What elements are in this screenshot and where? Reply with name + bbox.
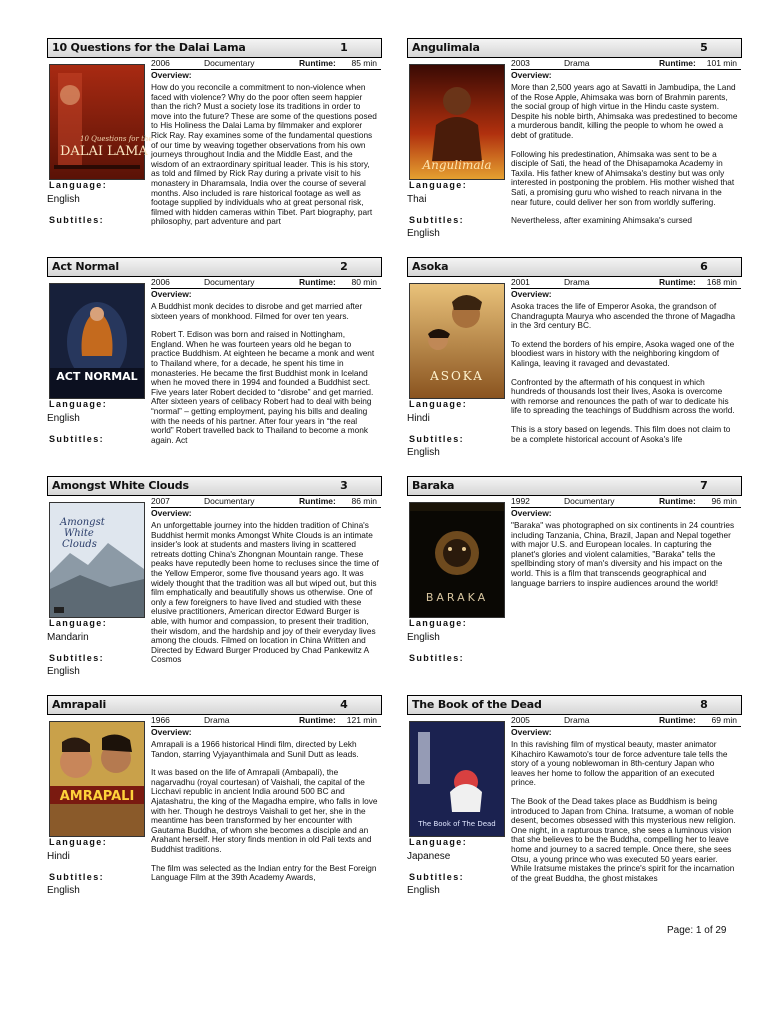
film-number: 3 [340, 479, 348, 492]
runtime-value: 85 min [351, 58, 377, 68]
svg-text:Angulimala: Angulimala [422, 158, 492, 172]
subtitles-label: Subtitles: [49, 872, 105, 882]
language-label: Language: [409, 837, 468, 847]
overview-paragraph: Amrapali is a 1966 historical Hindi film, directed by Lekh Tandon, starring Vyjayanthimala and Sunil Dutt as leads. [151, 739, 359, 759]
film-title[interactable]: Amrapali [52, 698, 107, 711]
overview-paragraph: "Baraka" was photographed on six continents in 24 countries including Tanzania, China, Brazil, Japan and Nepal together with major U.S. and European locales. In capturing the planet's glories and violent calamities, "Baraka" tells the spellbinding story of man's diversity and his impact on the world. This is a film that transcends geographical and language barriers to inspire audiences around the world! [511, 520, 735, 588]
language-value: English [47, 194, 80, 205]
subtitles-label: Subtitles: [49, 215, 105, 225]
language-label: Language: [49, 399, 108, 409]
overview-paragraph: How do you reconcile a commitment to non-violence when faced with violence? Why do the poor often seem happier than the rich? Must a society lose its traditions in order to move into the future? These are some of the questions posed to His Holiness the Dalai Lama by filmmaker and explorer Rick Ray. Ray examines some of the fundamental questions of our time by weaving together observations from his own journeys throughout India and the Middle East, and the wisdom of an extraordinary spiritual leader. This is his story, as told and filmed by Rick Ray during a private visit to his monastery in Dharamsala, India over the course of several months. Also included is rare historical footage as well as footage supplied by individuals who at great personal risk, filmed with hidden cameras within Tibet. Part biography, part philosophy, part adventure and part [151, 82, 377, 227]
film-year: 2005 [511, 715, 530, 725]
film-poster [409, 64, 505, 180]
subtitles-value: English [47, 666, 80, 677]
runtime-label: Runtime: [299, 715, 336, 725]
film-number: 6 [700, 260, 708, 273]
film-year: 2006 [151, 277, 170, 287]
film-card-5 [407, 38, 742, 240]
overview-text [151, 521, 379, 677]
film-genre: Documentary [564, 496, 615, 506]
overview-text [511, 302, 739, 458]
card-header [407, 695, 742, 715]
film-title[interactable]: Asoka [412, 260, 449, 273]
subtitles-label: Subtitles: [409, 872, 465, 882]
film-genre: Documentary [204, 277, 255, 287]
runtime-value: 168 min [706, 277, 737, 287]
language-value: Thai [407, 194, 427, 205]
overview-paragraph: The film was selected as the Indian entry for the Best Foreign Language Film at the 39th Academy Awards, [151, 862, 377, 883]
film-genre: Drama [564, 277, 590, 287]
subtitles-label: Subtitles: [409, 434, 465, 444]
runtime-value: 80 min [351, 277, 377, 287]
film-card-6 [407, 257, 742, 459]
overview-paragraph: Following his predestination, Ahimsaka was sent to be a disciple of Sati, the head of the Dhisapamoka Academy in Taxila. His father knew of Ahimsaka's destiny but was only interested in postponing the problem. His mother wished that Sati, a promising guru who wished to reach nirvana in the near future, could deliver her son from worldly suffering. [511, 148, 735, 207]
runtime-value: 96 min [711, 496, 737, 506]
runtime-value: 121 min [346, 715, 377, 725]
overview-paragraph: An unforgettable journey into the hidden tradition of China's Buddhist hermit monks Amongst White Clouds is an intimate insider's look at students and masters living in scattered retreats dotting China's Zhongnan Mountain range. These peaks have reputedly been home to recluses since the time of the Yellow Emperor, some five thousand years ago. It was widely thought that the tradition was all but wiped out, but this film emphatically and beautifully shows us otherwise. One of only a few foreigners to have lived and studied with these elusive practitioners, American director Edward Burger is able, with humor and compassion, to present their tradition, their wisdom, and the hardship and joy of their everyday lives among the clouds. Filmed on location in China Written and Directed by Edward Burger Produced by Chad Pankewitz A Cosmos [151, 520, 379, 665]
film-card-3 [47, 476, 382, 678]
overview-paragraph: The Book of the Dead takes place as Buddhism is being introduced to Japan from China. Iratsume, a woman of noble desent, becomes obsessed with this mysterious new religion. One night, in a rapturous trance, she sees a luminous vision that she believes to be the Buddha, compelling her to leave home and journey to a sacred temple. Once there, she sees Otsu, a young prince who was executed 50 years earier. While Iratsume mistakes the prince's spirit for the incarnation of the great Buddha, the ghost mistakes [511, 795, 736, 883]
overview-text [511, 740, 739, 896]
svg-text:White: White [64, 528, 94, 539]
film-number: 7 [700, 479, 708, 492]
film-year: 2006 [151, 58, 170, 68]
film-meta [151, 276, 381, 289]
film-poster [409, 283, 505, 399]
language-label: Language: [49, 618, 108, 628]
film-card-1 [47, 38, 382, 240]
film-title[interactable]: Angulimala [412, 41, 480, 54]
subtitles-label: Subtitles: [409, 215, 465, 225]
language-value: Japanese [407, 851, 451, 862]
film-poster [409, 721, 505, 837]
language-value: English [47, 413, 80, 424]
page-number: Page: 1 of 29 [667, 925, 727, 936]
runtime-label: Runtime: [659, 496, 696, 506]
language-label: Language: [49, 837, 108, 847]
overview-text [151, 302, 379, 458]
subtitles-value: English [407, 447, 440, 458]
svg-text:BARAKA: BARAKA [425, 591, 489, 604]
runtime-value: 101 min [706, 58, 737, 68]
card-header [407, 476, 742, 496]
overview-paragraph: Robert T. Edison was born and raised in Nottingham, England. When he was fourteen years old he began to practice Buddhism. At eighteen he became a monk and went to Thailand where, for a decade, he spent his time in monasteries. He became the first Buddhist monk in Iceland when he moved there in 1994 and founded a Buddhist sect. Five years later Robert decided to “disrobe” and get married. After sixteen years of celibacy Robert had to deal with being “normal” – getting employment, paying his bills and dealing with the needs of his partner. After four years in “the real world” Robert travelled back to Thailand to become a monk again. Act [151, 329, 375, 445]
overview-paragraph: Nevertheless, after examining Ahimsaka's cursed [511, 215, 692, 226]
svg-text:Amongst: Amongst [60, 517, 105, 528]
subtitles-label: Subtitles: [409, 653, 465, 663]
runtime-label: Runtime: [299, 496, 336, 506]
film-poster [409, 502, 505, 618]
film-year: 1992 [511, 496, 530, 506]
overview-paragraph: Asoka traces the life of Emperor Asoka, the grandson of Chandragupta Maurya who ascended the throne of Magadha in the 3rd century BC. [511, 301, 736, 331]
svg-text:Clouds: Clouds [62, 539, 97, 550]
film-number: 8 [700, 698, 708, 711]
film-card-7 [407, 476, 742, 678]
overview-text [151, 83, 379, 239]
film-meta [151, 495, 381, 508]
overview-label: Overview: [511, 508, 552, 518]
subtitles-value: English [407, 885, 440, 896]
film-meta [511, 276, 741, 289]
overview-label: Overview: [151, 508, 192, 518]
card-header [47, 695, 382, 715]
overview-label: Overview: [151, 289, 192, 299]
overview-text [151, 740, 379, 896]
svg-text:The Book of The Dead: The Book of The Dead [418, 820, 496, 828]
film-genre: Drama [204, 715, 230, 725]
film-year: 2001 [511, 277, 530, 287]
card-header [47, 257, 382, 277]
runtime-label: Runtime: [659, 277, 696, 287]
card-header [47, 38, 382, 58]
runtime-value: 86 min [351, 496, 377, 506]
film-genre: Drama [564, 58, 590, 68]
overview-paragraph: A Buddhist monk decides to disrobe and get married after sixteen years of monkhood. Filmed for over ten years. [151, 301, 363, 321]
runtime-label: Runtime: [299, 277, 336, 287]
film-number: 1 [340, 41, 348, 54]
film-number: 4 [340, 698, 348, 711]
overview-paragraph: This is a story based on legends. This film does not claim to be a complete historical account of Asoka's life [511, 423, 731, 444]
overview-label: Overview: [511, 70, 552, 80]
card-header [407, 38, 742, 58]
overview-label: Overview: [151, 727, 192, 737]
language-label: Language: [409, 399, 468, 409]
film-title[interactable]: The Book of the Dead [412, 698, 542, 711]
film-card-4 [47, 695, 382, 897]
overview-paragraph: Confronted by the aftermath of his conquest in which hundreds of thousands lost their lives, Asoka is overcome with remorse and renounces the path of war to dedicate his life to spreading the teachings of Buddhism across the world. [511, 376, 735, 416]
film-title[interactable]: Baraka [412, 479, 455, 492]
film-number: 5 [700, 41, 708, 54]
film-genre: Documentary [204, 496, 255, 506]
film-year: 2007 [151, 496, 170, 506]
overview-label: Overview: [151, 70, 192, 80]
overview-label: Overview: [511, 727, 552, 737]
film-meta [151, 714, 381, 727]
film-poster [49, 64, 153, 180]
language-label: Language: [49, 180, 108, 190]
runtime-value: 69 min [711, 715, 737, 725]
language-label: Language: [409, 180, 468, 190]
film-poster [49, 283, 145, 399]
film-title[interactable]: 10 Questions for the Dalai Lama [52, 41, 246, 54]
film-poster [49, 721, 145, 837]
overview-label: Overview: [511, 289, 552, 299]
language-value: Hindi [47, 851, 70, 862]
overview-text [511, 83, 739, 239]
film-card-2 [47, 257, 382, 459]
film-card-8 [407, 695, 742, 897]
film-genre: Documentary [204, 58, 255, 68]
svg-text:ACT NORMAL: ACT NORMAL [56, 370, 138, 383]
film-number: 2 [340, 260, 348, 273]
film-meta [511, 495, 741, 508]
runtime-label: Runtime: [299, 58, 336, 68]
language-value: Mandarin [47, 632, 89, 643]
svg-text:AMRAPALI: AMRAPALI [59, 789, 135, 804]
card-header [47, 476, 382, 496]
runtime-label: Runtime: [659, 715, 696, 725]
subtitles-label: Subtitles: [49, 653, 105, 663]
overview-paragraph: To extend the borders of his empire, Asoka waged one of the bloodiest wars in history with the neighboring kingdom of Kalinga, leaving it ravaged and devastated. [511, 338, 735, 368]
language-value: Hindi [407, 413, 430, 424]
film-poster [49, 502, 145, 618]
language-value: English [407, 632, 440, 643]
film-year: 1966 [151, 715, 170, 725]
overview-paragraph: More than 2,500 years ago at Savatti in Jambudipa, the Land of the Rose Apple, Ahimsaka was born of Brahmin parents, the social group of high virtue in the Hindu caste system. Despite his noble birth, Ahimsaka was predestined to become a murderous bandit, killing the people to whom he owed a debt of gratitude. [511, 82, 738, 140]
film-meta [511, 57, 741, 70]
overview-paragraph: It was based on the life of Amrapali (Ambapali), the nagarvadhu (royal courtesan) of Vaishali, the capital of the Licchavi republic in ancient India around 500 BC and Ajatashatru, the king of the Magadha empire, who falls in love with her. Though he destroys Vaishali to get her, she in the meantime has been transformed by her encounter with Gautama Buddha, of whom she becomes a disciple and an Arahant herself. Her story finds mention in old Pali texts and Buddhist traditions. [151, 767, 378, 854]
svg-text:DALAI LAMA: DALAI LAMA [60, 144, 148, 159]
film-year: 2003 [511, 58, 530, 68]
language-label: Language: [409, 618, 468, 628]
svg-text:10 Questions for the: 10 Questions for the [80, 135, 153, 143]
subtitles-value: English [47, 885, 80, 896]
film-title[interactable]: Act Normal [52, 260, 119, 273]
film-meta [511, 714, 741, 727]
runtime-label: Runtime: [659, 58, 696, 68]
film-title[interactable]: Amongst White Clouds [52, 479, 189, 492]
svg-text:ASOKA: ASOKA [430, 369, 484, 383]
subtitles-value: English [407, 228, 440, 239]
film-meta [151, 57, 381, 70]
overview-text [511, 521, 739, 677]
card-header [407, 257, 742, 277]
overview-paragraph: In this ravishing film of mystical beauty, master animator Kihachiro Kawamoto's tour de force adventure tale tells the story of a young noblewoman in 8th-century Japan who leaves her home to follow the apparition of an executed prince. [511, 739, 728, 788]
subtitles-label: Subtitles: [49, 434, 105, 444]
film-genre: Drama [564, 715, 590, 725]
